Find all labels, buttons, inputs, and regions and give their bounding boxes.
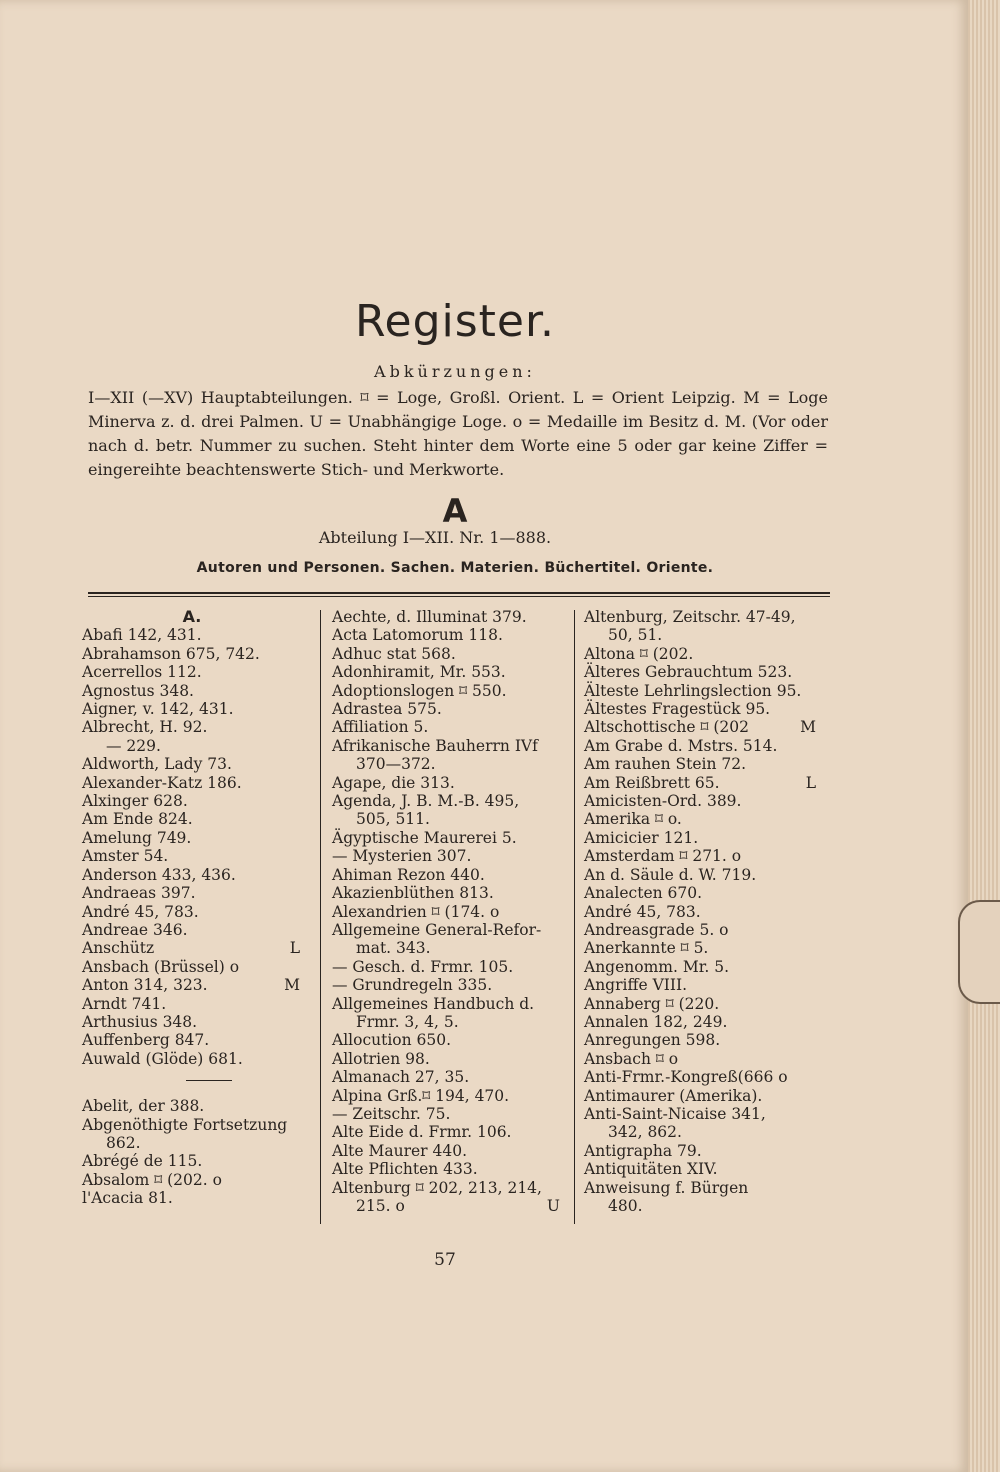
entry-text: Afrikanische Bauherrn IVf bbox=[332, 736, 538, 755]
entry-text: Am rauhen Stein 72. bbox=[584, 755, 747, 774]
entry-text: Allgemeine General-Refor- bbox=[332, 920, 542, 939]
entry-mark: L bbox=[289, 939, 300, 958]
entry-text: Andraeas 397. bbox=[82, 884, 196, 903]
entry-text: 50, 51. bbox=[608, 626, 663, 645]
entry-text: Albrecht, H. 92. bbox=[82, 718, 208, 737]
entry-list bbox=[82, 626, 308, 1068]
entry-text: Ältestes Fragestück 95. bbox=[584, 700, 771, 719]
index-entry bbox=[584, 682, 824, 700]
entry-text: — 229. bbox=[106, 736, 161, 755]
entry-text: Annalen 182, 249. bbox=[584, 1012, 728, 1031]
entry-text: Auwald (Glöde) 681. bbox=[82, 1049, 243, 1068]
index-entry bbox=[332, 903, 568, 921]
page-edges bbox=[968, 0, 1000, 1472]
index-entry bbox=[82, 903, 308, 921]
index-entry bbox=[332, 737, 568, 755]
entry-text: Amster 54. bbox=[82, 847, 169, 866]
index-entry bbox=[332, 1031, 568, 1049]
entry-text: Alxinger 628. bbox=[82, 792, 188, 811]
index-entry bbox=[584, 1087, 824, 1105]
index-entry bbox=[82, 810, 308, 828]
entry-text: Arthusius 348. bbox=[82, 1012, 198, 1031]
index-entry bbox=[332, 755, 568, 773]
index-entry bbox=[82, 1031, 308, 1049]
entry-text: Angenomm. Mr. 5. bbox=[584, 957, 730, 976]
index-entry bbox=[332, 645, 568, 663]
section-letter: A bbox=[442, 492, 468, 530]
index-entry bbox=[82, 847, 308, 865]
index-entry bbox=[82, 884, 308, 902]
index-entry bbox=[332, 774, 568, 792]
index-entry bbox=[332, 718, 568, 736]
index-entry bbox=[584, 884, 824, 902]
entry-text: Abafi 142, 431. bbox=[82, 626, 202, 645]
index-entry bbox=[332, 663, 568, 681]
index-entry bbox=[584, 663, 824, 681]
index-entry bbox=[584, 958, 824, 976]
column-heading: A. bbox=[182, 607, 202, 626]
entry-text: Amicisten-Ord. 389. bbox=[584, 792, 742, 811]
index-entry bbox=[332, 810, 568, 828]
entry-text: — Zeitschr. 75. bbox=[332, 1104, 451, 1123]
index-column-2 bbox=[332, 608, 568, 1215]
index-entry bbox=[332, 866, 568, 884]
index-entry bbox=[332, 995, 568, 1013]
index-entry bbox=[584, 645, 824, 663]
entry-text: Aechte, d. Illuminat 379. bbox=[332, 608, 527, 626]
index-entry bbox=[584, 626, 824, 644]
index-entry bbox=[332, 976, 568, 994]
entry-text: Am Reißbrett 65. bbox=[584, 773, 720, 792]
entry-text: Ahiman Rezon 440. bbox=[332, 865, 485, 884]
index-entry bbox=[332, 700, 568, 718]
entry-text: Agape, die 313. bbox=[332, 773, 455, 792]
double-rule-top bbox=[88, 592, 830, 594]
entry-mark: U bbox=[546, 1197, 560, 1215]
index-entry bbox=[82, 626, 308, 644]
entry-text: Adonhiramit, Mr. 553. bbox=[332, 663, 506, 682]
entry-text: Allocution 650. bbox=[332, 1031, 452, 1050]
entry-text: Acerrellos 112. bbox=[82, 663, 202, 682]
index-entry bbox=[332, 1068, 568, 1086]
entry-text: Altona ⌑ (202. bbox=[584, 644, 694, 663]
entry-text: Amerika ⌑ o. bbox=[584, 810, 682, 829]
index-entry bbox=[332, 608, 568, 626]
index-entry bbox=[584, 1050, 824, 1068]
index-entry bbox=[584, 995, 824, 1013]
column-divider bbox=[320, 610, 321, 1224]
entry-text: André 45, 783. bbox=[584, 902, 701, 921]
index-column-1 bbox=[82, 608, 308, 1208]
index-entry bbox=[82, 645, 308, 663]
index-entry bbox=[332, 939, 568, 957]
entry-text: Frmr. 3, 4, 5. bbox=[356, 1012, 459, 1031]
entry-text: Anton 314, 323. bbox=[82, 976, 208, 995]
index-entry bbox=[332, 829, 568, 847]
index-entry bbox=[82, 829, 308, 847]
separator-rule bbox=[186, 1080, 232, 1081]
entry-list bbox=[584, 608, 824, 1215]
entry-text: — Mysterien 307. bbox=[332, 847, 472, 866]
index-entry bbox=[82, 737, 308, 755]
index-entry bbox=[332, 847, 568, 865]
index-entry bbox=[332, 1105, 568, 1123]
entry-text: Abgenöthigte Fortsetzung bbox=[82, 1115, 288, 1134]
entry-text: Amsterdam ⌑ 271. o bbox=[584, 847, 742, 866]
entry-text: Antigrapha 79. bbox=[584, 1141, 702, 1160]
thumb-index-tab bbox=[958, 900, 1000, 1004]
entry-text: — Grundregeln 335. bbox=[332, 976, 493, 995]
section-subtitle: Abteilung I—XII. Nr. 1—888. bbox=[318, 528, 552, 547]
index-entry bbox=[332, 682, 568, 700]
index-entry bbox=[82, 866, 308, 884]
column-divider bbox=[574, 610, 575, 1224]
entry-mark: M bbox=[800, 718, 816, 737]
index-entry bbox=[584, 866, 824, 884]
entry-text: Alte Pflichten 433. bbox=[332, 1160, 478, 1179]
entry-text: Anweisung f. Bürgen bbox=[584, 1178, 749, 1197]
entry-text: Angriffe VIII. bbox=[584, 976, 688, 995]
index-entry bbox=[584, 1013, 824, 1031]
index-entry bbox=[584, 737, 824, 755]
entry-text: Ägyptische Maurerei 5. bbox=[332, 828, 517, 847]
entry-text: Adhuc stat 568. bbox=[332, 644, 456, 663]
index-entry bbox=[82, 1116, 308, 1134]
entry-text: l'Acacia 81. bbox=[82, 1189, 173, 1208]
entry-text: 480. bbox=[608, 1197, 643, 1215]
entry-text: Allotrien 98. bbox=[332, 1049, 430, 1068]
index-entry bbox=[332, 626, 568, 644]
entry-text: Alpina Grß.⌑ 194, 470. bbox=[332, 1086, 510, 1105]
index-entry bbox=[332, 1142, 568, 1160]
index-entry bbox=[82, 921, 308, 939]
entry-text: Aigner, v. 142, 431. bbox=[82, 700, 234, 719]
index-entry bbox=[82, 718, 308, 736]
index-entry bbox=[584, 1142, 824, 1160]
entry-text: Antimaurer (Amerika). bbox=[584, 1086, 763, 1105]
index-entry bbox=[584, 921, 824, 939]
index-entry bbox=[584, 903, 824, 921]
index-entry bbox=[584, 1105, 824, 1123]
index-entry bbox=[584, 1068, 824, 1086]
index-entry bbox=[584, 939, 824, 957]
entry-text: Arndt 741. bbox=[82, 994, 167, 1013]
index-entry bbox=[584, 718, 824, 736]
index-entry bbox=[82, 1134, 308, 1152]
entry-text: Almanach 27, 35. bbox=[332, 1068, 470, 1087]
categories-line: Autoren und Personen. Sachen. Materien. Büchertitel. Oriente. bbox=[196, 560, 714, 576]
entry-text: Alexandrien ⌑ (174. o bbox=[332, 902, 500, 921]
index-entry bbox=[82, 958, 308, 976]
entry-list bbox=[82, 1097, 308, 1207]
entry-text: An d. Säule d. W. 719. bbox=[584, 865, 757, 884]
entry-text: Annaberg ⌑ (220. bbox=[584, 994, 720, 1013]
entry-text: Alexander-Katz 186. bbox=[82, 773, 242, 792]
abbreviations-text: I—XII (—XV) Hauptabteilungen. ⌑ = Loge, Großl. Orient. L = Orient Leipzig. M = Loge Minerva z. d. drei Palmen. U = Unabhängige Loge. o = Medaille im Besitz d. M. (Vor oder nach d. betr. Nummer zu suchen. Steht hinter dem Worte eine 5 oder gar keine Ziffer = eingereihte beachtenswerte Stich- und Merkworte. bbox=[88, 388, 828, 479]
index-entry bbox=[332, 884, 568, 902]
entry-text: Anschütz bbox=[82, 939, 155, 958]
index-entry bbox=[82, 995, 308, 1013]
index-entry bbox=[332, 1123, 568, 1141]
entry-text: Amicicier 121. bbox=[584, 828, 699, 847]
entry-text: 215. o bbox=[356, 1197, 405, 1215]
index-entry bbox=[584, 774, 824, 792]
index-entry bbox=[584, 810, 824, 828]
index-entry bbox=[82, 976, 308, 994]
index-entry bbox=[332, 1197, 568, 1215]
entry-text: Am Grabe d. Mstrs. 514. bbox=[584, 736, 778, 755]
entry-text: Alte Eide d. Frmr. 106. bbox=[332, 1123, 512, 1142]
entry-text: Abrahamson 675, 742. bbox=[82, 644, 260, 663]
index-entry bbox=[584, 755, 824, 773]
entry-text: Anderson 433, 436. bbox=[82, 865, 236, 884]
index-entry bbox=[332, 1050, 568, 1068]
entry-text: Alte Maurer 440. bbox=[332, 1141, 468, 1160]
index-entry bbox=[82, 1050, 308, 1068]
index-entry bbox=[584, 847, 824, 865]
index-entry bbox=[82, 682, 308, 700]
index-entry bbox=[82, 700, 308, 718]
index-entry bbox=[332, 958, 568, 976]
entry-text: Ansbach ⌑ o bbox=[584, 1049, 679, 1068]
entry-text: 342, 862. bbox=[608, 1123, 682, 1142]
entry-text: Andreasgrade 5. o bbox=[584, 920, 729, 939]
entry-text: Analecten 670. bbox=[584, 884, 703, 903]
index-entry bbox=[82, 1013, 308, 1031]
entry-text: 370—372. bbox=[356, 755, 436, 774]
entry-text: mat. 343. bbox=[356, 939, 431, 958]
entry-text: Auffenberg 847. bbox=[82, 1031, 210, 1050]
index-entry bbox=[82, 1189, 308, 1207]
entry-text: 505, 511. bbox=[356, 810, 430, 829]
entry-text: Älteste Lehrlingslection 95. bbox=[584, 681, 802, 700]
entry-text: Adoptionslogen ⌑ 550. bbox=[332, 681, 507, 700]
index-entry bbox=[332, 1179, 568, 1197]
index-entry bbox=[82, 1152, 308, 1170]
index-entry bbox=[584, 829, 824, 847]
entry-text: Acta Latomorum 118. bbox=[332, 626, 503, 645]
entry-text: Älteres Gebrauchtum 523. bbox=[584, 663, 793, 682]
index-entry bbox=[584, 792, 824, 810]
index-entry bbox=[332, 1087, 568, 1105]
index-entry bbox=[82, 1171, 308, 1189]
index-entry bbox=[82, 663, 308, 681]
index-entry bbox=[82, 939, 308, 957]
index-entry bbox=[584, 700, 824, 718]
entry-text: Adrastea 575. bbox=[332, 700, 442, 719]
index-entry bbox=[584, 1197, 824, 1215]
entry-text: Akazienblüthen 813. bbox=[332, 884, 494, 903]
entry-text: Anti-Frmr.-Kongreß(666 o bbox=[584, 1068, 788, 1087]
index-entry bbox=[584, 1031, 824, 1049]
entry-text: Abelit, der 388. bbox=[82, 1097, 205, 1116]
entry-mark: L bbox=[805, 773, 816, 792]
double-rule-bottom bbox=[88, 596, 830, 597]
index-entry bbox=[332, 1013, 568, 1031]
index-entry bbox=[332, 792, 568, 810]
index-entry bbox=[584, 1179, 824, 1197]
index-entry bbox=[332, 1160, 568, 1178]
index-entry bbox=[82, 1097, 308, 1115]
entry-text: Affiliation 5. bbox=[332, 718, 429, 737]
entry-text: Am Ende 824. bbox=[82, 810, 193, 829]
index-entry bbox=[584, 608, 824, 626]
index-entry bbox=[584, 1160, 824, 1178]
index-entry bbox=[332, 921, 568, 939]
entry-text: Altenburg ⌑ 202, 213, 214, bbox=[332, 1178, 542, 1197]
entry-text: Abrégé de 115. bbox=[82, 1152, 203, 1171]
entry-list bbox=[332, 608, 568, 1215]
entry-text: — Gesch. d. Frmr. 105. bbox=[332, 957, 514, 976]
index-entry bbox=[82, 792, 308, 810]
entry-text: Allgemeines Handbuch d. bbox=[332, 994, 535, 1013]
page-title: Register. bbox=[354, 296, 556, 347]
entry-mark: M bbox=[284, 976, 300, 995]
index-column-3 bbox=[584, 608, 824, 1215]
entry-text: Antiquitäten XIV. bbox=[584, 1160, 718, 1179]
entry-text: Altschottische ⌑ (202 bbox=[584, 718, 749, 737]
entry-text: Anregungen 598. bbox=[584, 1031, 721, 1050]
abbreviations-heading: Abkürzungen: bbox=[374, 362, 536, 381]
index-entry bbox=[584, 1123, 824, 1141]
page-number: 57 bbox=[434, 1250, 456, 1270]
entry-text: 862. bbox=[106, 1133, 141, 1152]
entry-text: Andreae 346. bbox=[82, 920, 188, 939]
index-entry bbox=[82, 774, 308, 792]
index-entry bbox=[82, 755, 308, 773]
entry-text: André 45, 783. bbox=[82, 902, 199, 921]
entry-text: Anerkannte ⌑ 5. bbox=[584, 939, 709, 958]
entry-text: Anti-Saint-Nicaise 341, bbox=[584, 1104, 766, 1123]
entry-text: Absalom ⌑ (202. o bbox=[82, 1170, 222, 1189]
index-entry bbox=[584, 976, 824, 994]
entry-text: Altenburg, Zeitschr. 47-49, bbox=[584, 608, 796, 626]
entry-text: Agnostus 348. bbox=[82, 681, 194, 700]
entry-text: Aldworth, Lady 73. bbox=[82, 755, 232, 774]
entry-text: Ansbach (Brüssel) o bbox=[82, 957, 240, 976]
entry-text: Amelung 749. bbox=[82, 828, 192, 847]
entry-text: Agenda, J. B. M.-B. 495, bbox=[332, 792, 520, 811]
